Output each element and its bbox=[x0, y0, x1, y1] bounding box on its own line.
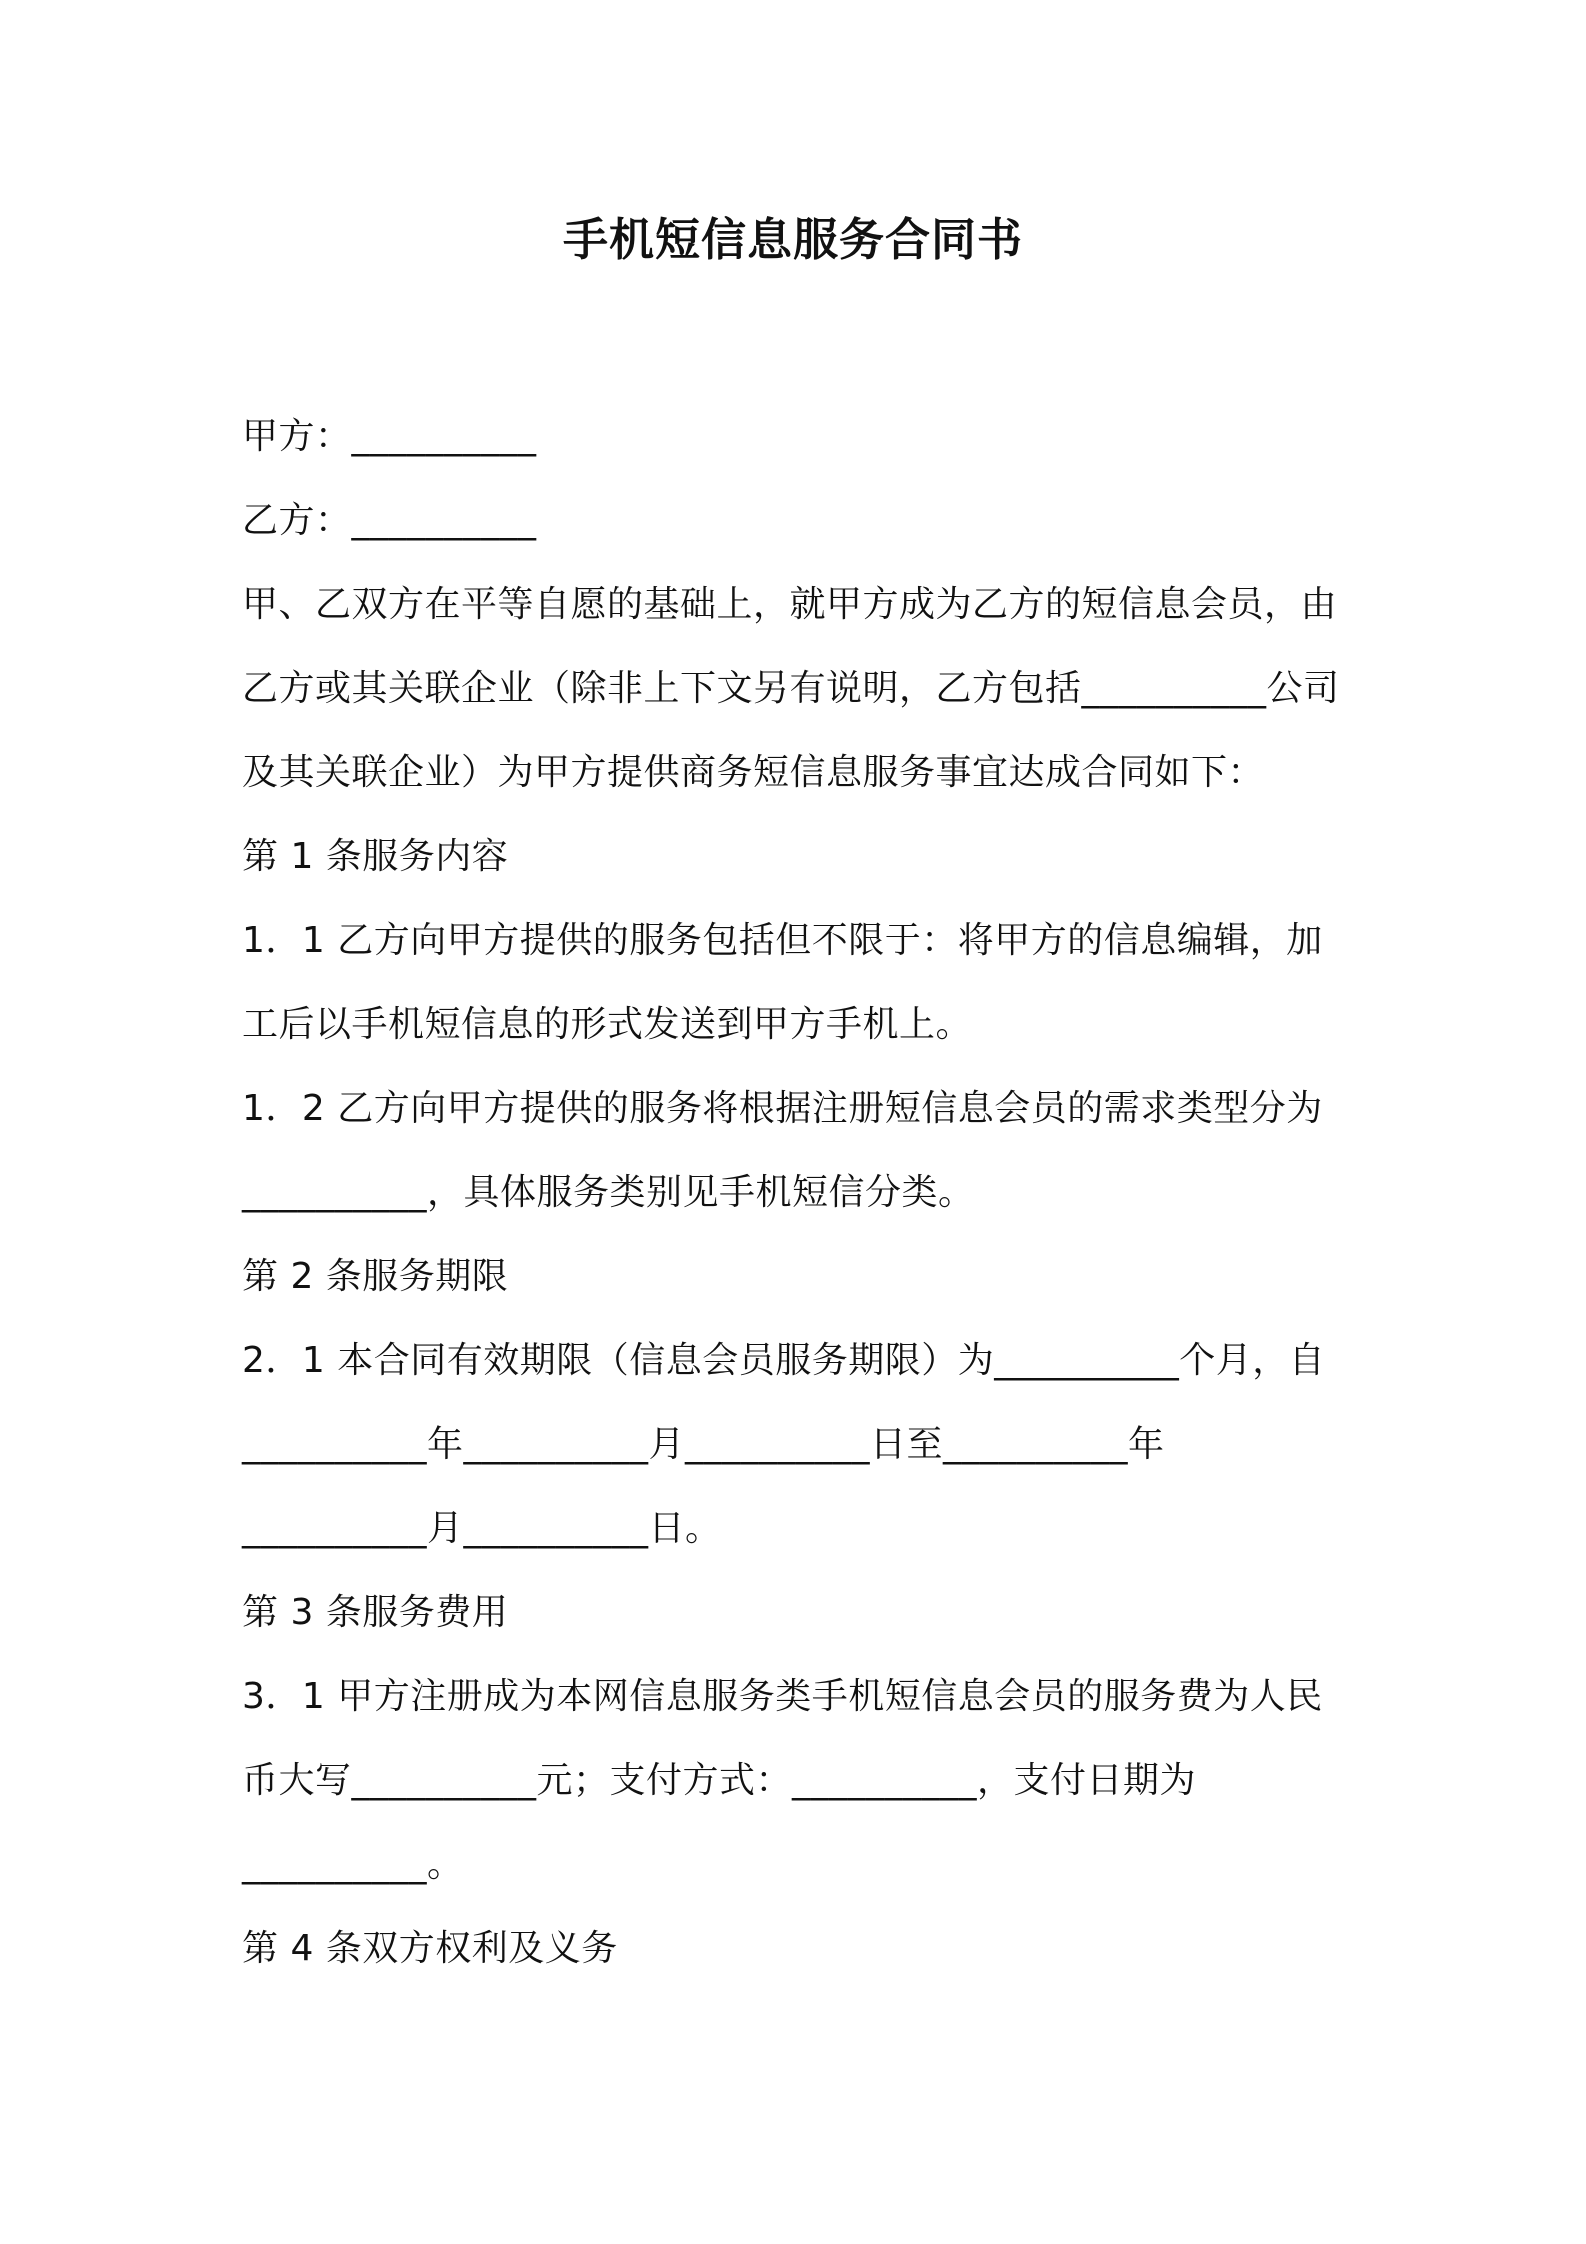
clause-2-1-line-1: 2．1 本合同有效期限（信息会员服务期限）为__________个月，自 bbox=[242, 1340, 1326, 1381]
party-b-line: 乙方：__________ bbox=[242, 500, 537, 541]
clause-3-1-line-2: 币大写__________元；支付方式：__________，支付日期为 bbox=[242, 1760, 1197, 1801]
document-title: 手机短信息服务合同书 bbox=[562, 213, 1023, 266]
preamble-line-3: 及其关联企业）为甲方提供商务短信息服务事宜达成合同如下： bbox=[242, 752, 1265, 793]
clause-3-1-line-1: 3．1 甲方注册成为本网信息服务类手机短信息会员的服务费为人民 bbox=[242, 1676, 1323, 1717]
clause-1-1-line-2: 工后以手机短信息的形式发送到甲方手机上。 bbox=[242, 1004, 973, 1045]
article-1-heading: 第 1 条服务内容 bbox=[242, 836, 509, 877]
clause-2-1-line-3: __________月__________日。 bbox=[242, 1508, 722, 1549]
article-3-heading: 第 3 条服务费用 bbox=[242, 1592, 509, 1633]
clause-2-1-line-2: __________年__________月__________日至__________年 bbox=[242, 1424, 1165, 1465]
clause-3-1-line-3: __________。 bbox=[242, 1844, 464, 1885]
clause-1-2-line-2: __________，具体服务类别见手机短信分类。 bbox=[242, 1172, 975, 1213]
preamble-line-1: 甲、乙双方在平等自愿的基础上，就甲方成为乙方的短信息会员，由 bbox=[242, 584, 1338, 625]
clause-1-2-line-1: 1．2 乙方向甲方提供的服务将根据注册短信息会员的需求类型分为 bbox=[242, 1088, 1323, 1129]
party-a-line: 甲方：__________ bbox=[242, 416, 537, 457]
preamble-line-2: 乙方或其关联企业（除非上下文另有说明，乙方包括__________公司 bbox=[242, 668, 1340, 709]
clause-1-1-line-1: 1．1 乙方向甲方提供的服务包括但不限于：将甲方的信息编辑，加 bbox=[242, 920, 1323, 961]
article-2-heading: 第 2 条服务期限 bbox=[242, 1256, 509, 1297]
article-4-heading: 第 4 条双方权利及义务 bbox=[242, 1928, 618, 1969]
